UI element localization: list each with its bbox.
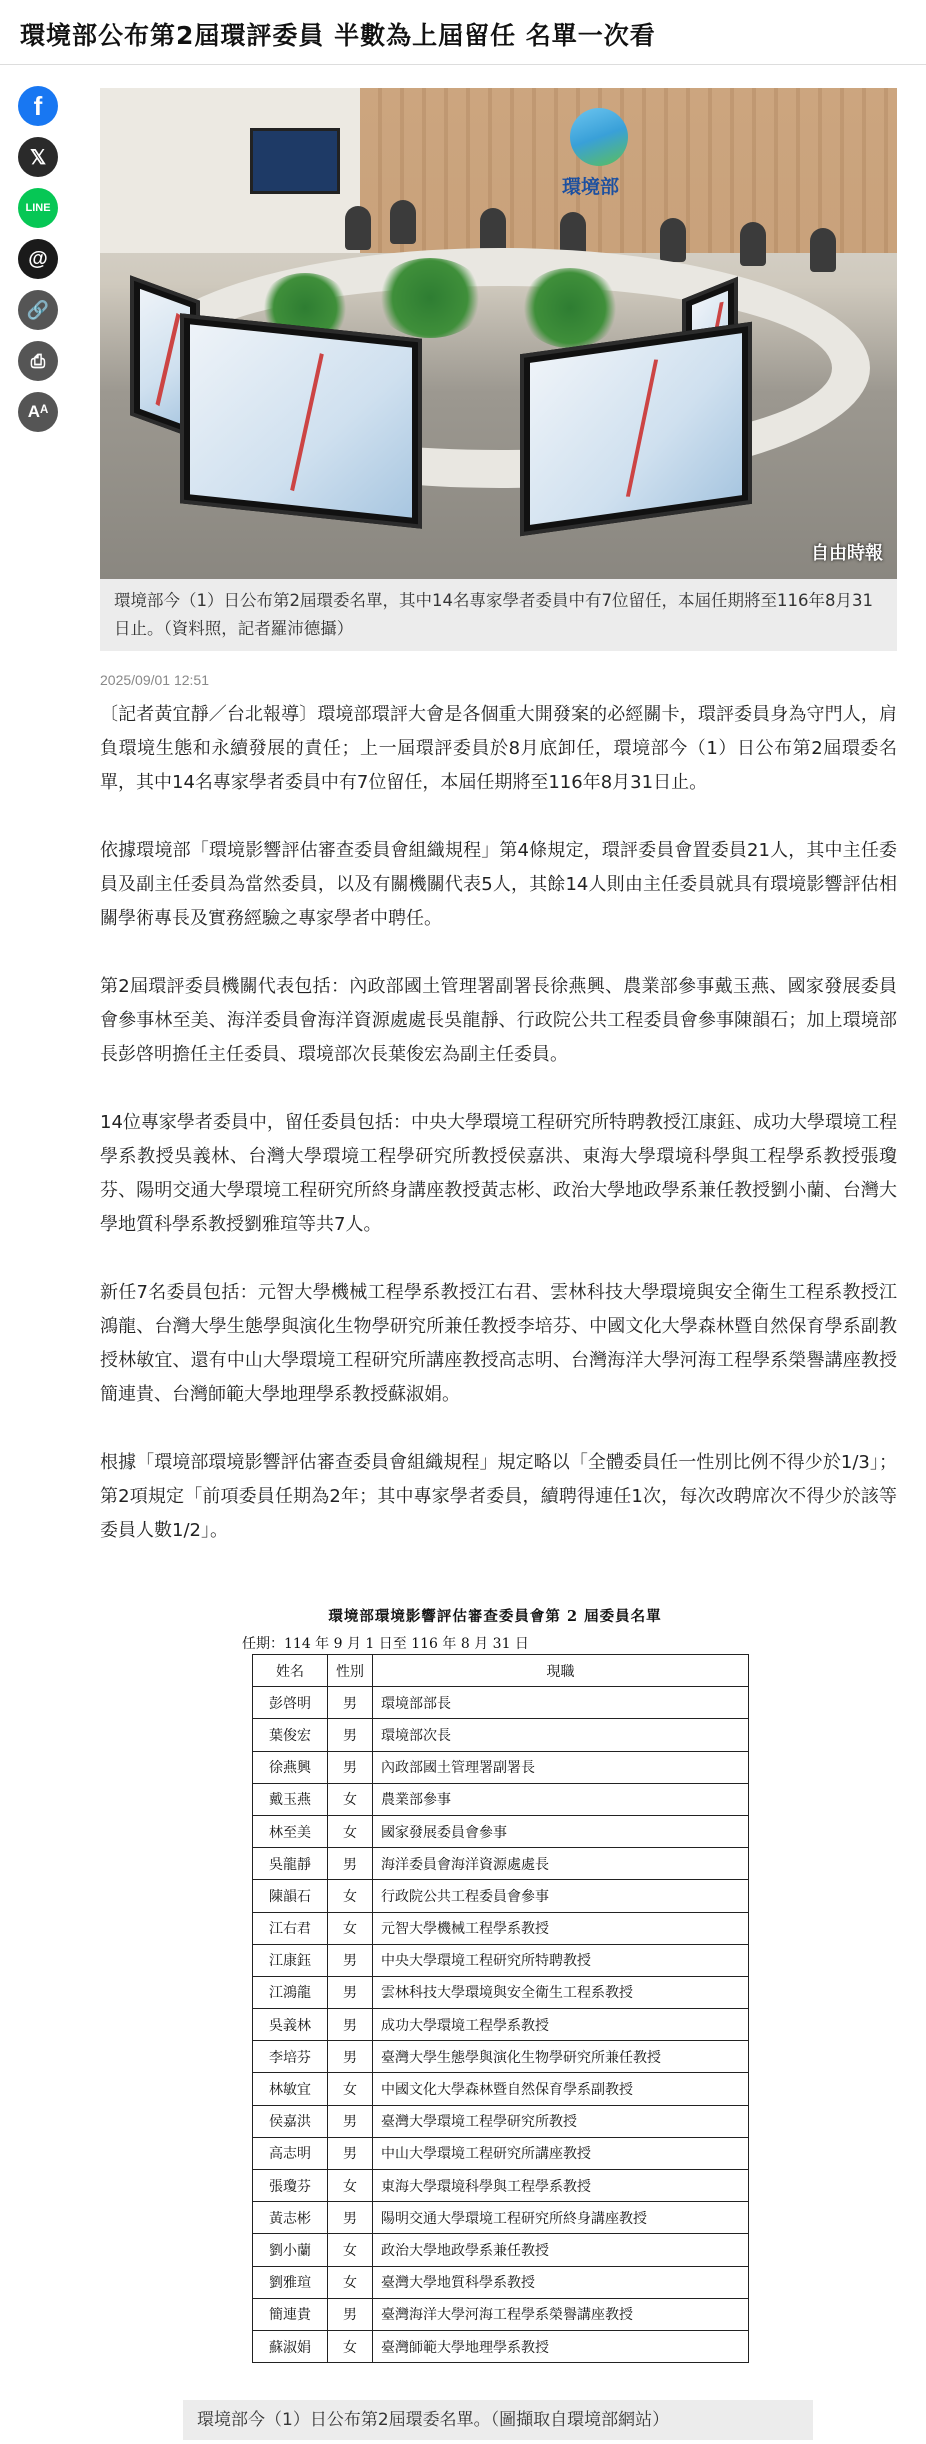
table-row bbox=[253, 2170, 749, 2202]
member-position: 臺灣師範大學地理學系教授 bbox=[373, 2330, 749, 2362]
member-gender: 男 bbox=[328, 1687, 373, 1719]
font-size-icon[interactable]: Aᴬ bbox=[18, 392, 58, 432]
member-position: 臺灣海洋大學河海工程學系榮譽講座教授 bbox=[373, 2298, 749, 2330]
member-name: 簡連貴 bbox=[253, 2298, 328, 2330]
member-gender: 男 bbox=[328, 1944, 373, 1976]
article-paragraph: 新任7名委員包括：元智大學機械工程學系教授江右君、雲林科技大學環境與安全衛生工程系教授江鴻龍、台灣大學生態學與演化生物學研究所兼任教授李培芬、中國文化大學森林暨自然保育學系副教授林敏宜、還有中山大學環境工程研究所講座教授高志明、台灣海洋大學河海工程學系榮譽講座教授簡連貴、台灣師範大學地理學系教授蘇淑娟。 bbox=[100, 1282, 897, 1405]
photo-watermark: 自由時報 bbox=[811, 543, 883, 564]
roster-title: 環境部環境影響評估審查委員會第 2 屆委員名單 bbox=[328, 1608, 662, 1625]
member-position: 成功大學環境工程學系教授 bbox=[373, 2009, 749, 2041]
member-name: 黃志彬 bbox=[253, 2202, 328, 2234]
member-position: 陽明交通大學環境工程研究所終身講座教授 bbox=[373, 2202, 749, 2234]
member-gender: 男 bbox=[328, 1848, 373, 1880]
article-body bbox=[100, 698, 897, 1582]
member-name: 江康鈺 bbox=[253, 1944, 328, 1976]
member-gender: 男 bbox=[328, 1976, 373, 2008]
member-name: 江右君 bbox=[253, 1912, 328, 1944]
member-position: 國家發展委員會參事 bbox=[373, 1815, 749, 1847]
member-position: 臺灣大學地質科學系教授 bbox=[373, 2266, 749, 2298]
ministry-logo-text: 環境部 bbox=[562, 176, 620, 198]
member-position: 東海大學環境科學與工程學系教授 bbox=[373, 2170, 749, 2202]
print-icon[interactable]: ⎙ bbox=[18, 341, 58, 381]
facebook-icon[interactable]: f bbox=[18, 86, 58, 126]
article-paragraph: 〔記者黃宜靜／台北報導〕環境部環評大會是各個重大開發案的必經關卡，環評委員身為守門人，肩負環境生態和永續發展的責任；上一屆環評委員於8月底卸任，環境部今（1）日公布第2屆環委名單，其中14名專家學者委員中有7位留任，本屆任期將至116年8月31日止。 bbox=[100, 704, 897, 793]
member-name: 劉雅瑄 bbox=[253, 2266, 328, 2298]
member-gender: 男 bbox=[328, 1719, 373, 1751]
member-name: 李培芬 bbox=[253, 2041, 328, 2073]
member-position: 臺灣大學環境工程學研究所教授 bbox=[373, 2105, 749, 2137]
table-row bbox=[253, 2234, 749, 2266]
member-position: 臺灣大學生態學與演化生物學研究所兼任教授 bbox=[373, 2041, 749, 2073]
x-icon[interactable]: 𝕏 bbox=[18, 137, 58, 177]
roster-table bbox=[252, 1654, 749, 2363]
table-row bbox=[253, 2105, 749, 2137]
member-position: 環境部部長 bbox=[373, 1687, 749, 1719]
member-name: 林敏宜 bbox=[253, 2073, 328, 2105]
member-gender: 女 bbox=[328, 2170, 373, 2202]
publish-date: 2025/09/01 12:51 bbox=[100, 672, 209, 688]
photo-person bbox=[740, 222, 766, 266]
member-position: 海洋委員會海洋資源處處長 bbox=[373, 1848, 749, 1880]
meeting-photo[interactable] bbox=[100, 88, 897, 579]
share-bar bbox=[18, 86, 58, 443]
article-paragraph: 根據「環境部環境影響評估審查委員會組織規程」規定略以「全體委員任一性別比例不得少於1/3」；第2項規定「前項委員任期為2年；其中專家學者委員，續聘得連任1次，每次改聘席次不得少於該等委員人數1/2」。 bbox=[100, 1452, 897, 1541]
member-gender: 男 bbox=[328, 2105, 373, 2137]
table-row bbox=[253, 1944, 749, 1976]
member-position: 雲林科技大學環境與安全衛生工程系教授 bbox=[373, 1976, 749, 2008]
member-gender: 男 bbox=[328, 2202, 373, 2234]
photo-wood-wall bbox=[360, 88, 897, 253]
table-row bbox=[253, 1912, 749, 1944]
member-gender: 男 bbox=[328, 2009, 373, 2041]
table-row bbox=[253, 1848, 749, 1880]
photo-person bbox=[480, 208, 506, 252]
link-icon[interactable]: 🔗 bbox=[18, 290, 58, 330]
table-row bbox=[253, 2202, 749, 2234]
photo-plant bbox=[520, 268, 620, 348]
member-gender: 男 bbox=[328, 2041, 373, 2073]
header-position: 現職 bbox=[373, 1655, 749, 1687]
member-name: 張瓊芬 bbox=[253, 2170, 328, 2202]
member-gender: 女 bbox=[328, 2266, 373, 2298]
member-name: 林至美 bbox=[253, 1815, 328, 1847]
member-gender: 女 bbox=[328, 1912, 373, 1944]
article-paragraph: 依據環境部「環境影響評估審查委員會組織規程」第4條規定，環評委員會置委員21人，其中主任委員及副主任委員為當然委員，以及有關機關代表5人，其餘14人則由主任委員就具有環境影響評估相關學術專長及實務經驗之專家學者中聘任。 bbox=[100, 840, 897, 929]
table-row bbox=[253, 2041, 749, 2073]
member-name: 葉俊宏 bbox=[253, 1719, 328, 1751]
member-gender: 女 bbox=[328, 2073, 373, 2105]
member-position: 行政院公共工程委員會參事 bbox=[373, 1880, 749, 1912]
member-name: 高志明 bbox=[253, 2137, 328, 2169]
member-name: 戴玉燕 bbox=[253, 1783, 328, 1815]
photo-plant bbox=[375, 258, 485, 338]
photo-monitor bbox=[180, 313, 422, 528]
member-gender: 女 bbox=[328, 1783, 373, 1815]
header-name: 姓名 bbox=[253, 1655, 328, 1687]
roster-image[interactable] bbox=[227, 1601, 763, 2401]
member-name: 陳韻石 bbox=[253, 1880, 328, 1912]
table-row bbox=[253, 1976, 749, 2008]
roster-term: 任期：114 年 9 月 1 日至 116 年 8 月 31 日 bbox=[242, 1636, 529, 1652]
line-icon[interactable]: LINE bbox=[18, 188, 58, 228]
table-row bbox=[253, 2330, 749, 2362]
member-position: 元智大學機械工程學系教授 bbox=[373, 1912, 749, 1944]
table-row bbox=[253, 1751, 749, 1783]
table-row bbox=[253, 1687, 749, 1719]
photo-monitor bbox=[520, 322, 752, 537]
article-paragraph: 第2屆環評委員機關代表包括：內政部國土管理署副署長徐燕興、農業部參事戴玉燕、國家發展委員會參事林至美、海洋委員會海洋資源處處長吳龍靜、行政院公共工程委員會參事陳韻石；加上環境部長彭啓明擔任主任委員、環境部次長葉俊宏為副主任委員。 bbox=[100, 976, 897, 1065]
photo-person bbox=[810, 228, 836, 272]
article-paragraph: 14位專家學者委員中，留任委員包括：中央大學環境工程研究所特聘教授江康鈺、成功大學環境工程學系教授吳義林、台灣大學環境工程學研究所教授侯嘉洪、東海大學環境科學與工程學系教授張瓊芬、陽明交通大學環境工程研究所終身講座教授黃志彬、政治大學地政學系兼任教授劉小蘭、台灣大學地質科學系教授劉雅瑄等共7人。 bbox=[100, 1112, 897, 1235]
table-row bbox=[253, 1880, 749, 1912]
roster-header-row bbox=[253, 1655, 749, 1687]
member-name: 江鴻龍 bbox=[253, 1976, 328, 2008]
table-row bbox=[253, 1815, 749, 1847]
member-name: 侯嘉洪 bbox=[253, 2105, 328, 2137]
member-name: 吳義林 bbox=[253, 2009, 328, 2041]
member-position: 農業部參事 bbox=[373, 1783, 749, 1815]
member-gender: 男 bbox=[328, 2137, 373, 2169]
photo-person bbox=[345, 206, 371, 250]
member-position: 中山大學環境工程研究所講座教授 bbox=[373, 2137, 749, 2169]
table-row bbox=[253, 2009, 749, 2041]
ministry-logo-icon bbox=[570, 108, 628, 166]
member-position: 環境部次長 bbox=[373, 1719, 749, 1751]
threads-icon[interactable]: @ bbox=[18, 239, 58, 279]
table-row bbox=[253, 2137, 749, 2169]
header-gender: 性別 bbox=[328, 1655, 373, 1687]
member-position: 中央大學環境工程研究所特聘教授 bbox=[373, 1944, 749, 1976]
table-row bbox=[253, 2073, 749, 2105]
member-name: 蘇淑娟 bbox=[253, 2330, 328, 2362]
table-row bbox=[253, 1783, 749, 1815]
article-headline: 環境部公布第2屆環評委員 半數為上屆留任 名單一次看 bbox=[20, 21, 656, 50]
headline-divider bbox=[0, 64, 926, 65]
table-row bbox=[253, 2298, 749, 2330]
member-gender: 男 bbox=[328, 1751, 373, 1783]
member-gender: 男 bbox=[328, 2298, 373, 2330]
member-name: 吳龍靜 bbox=[253, 1848, 328, 1880]
member-gender: 女 bbox=[328, 2330, 373, 2362]
table-row bbox=[253, 2266, 749, 2298]
member-name: 徐燕興 bbox=[253, 1751, 328, 1783]
photo-person bbox=[390, 200, 416, 244]
member-name: 劉小蘭 bbox=[253, 2234, 328, 2266]
member-position: 內政部國土管理署副署長 bbox=[373, 1751, 749, 1783]
roster-caption: 環境部今（1）日公布第2屆環委名單。（圖擷取自環境部網站） bbox=[183, 2400, 813, 2440]
member-gender: 女 bbox=[328, 1815, 373, 1847]
member-name: 彭啓明 bbox=[253, 1687, 328, 1719]
photo-person bbox=[660, 218, 686, 262]
member-gender: 女 bbox=[328, 1880, 373, 1912]
photo-caption: 環境部今（1）日公布第2屆環委名單，其中14名專家學者委員中有7位留任，本屆任期將至116年8月31日止。（資料照，記者羅沛德攝） bbox=[100, 579, 897, 651]
member-gender: 女 bbox=[328, 2234, 373, 2266]
table-row bbox=[253, 1719, 749, 1751]
photo-wall-screen bbox=[250, 128, 340, 194]
member-position: 中國文化大學森林暨自然保育學系副教授 bbox=[373, 2073, 749, 2105]
member-position: 政治大學地政學系兼任教授 bbox=[373, 2234, 749, 2266]
